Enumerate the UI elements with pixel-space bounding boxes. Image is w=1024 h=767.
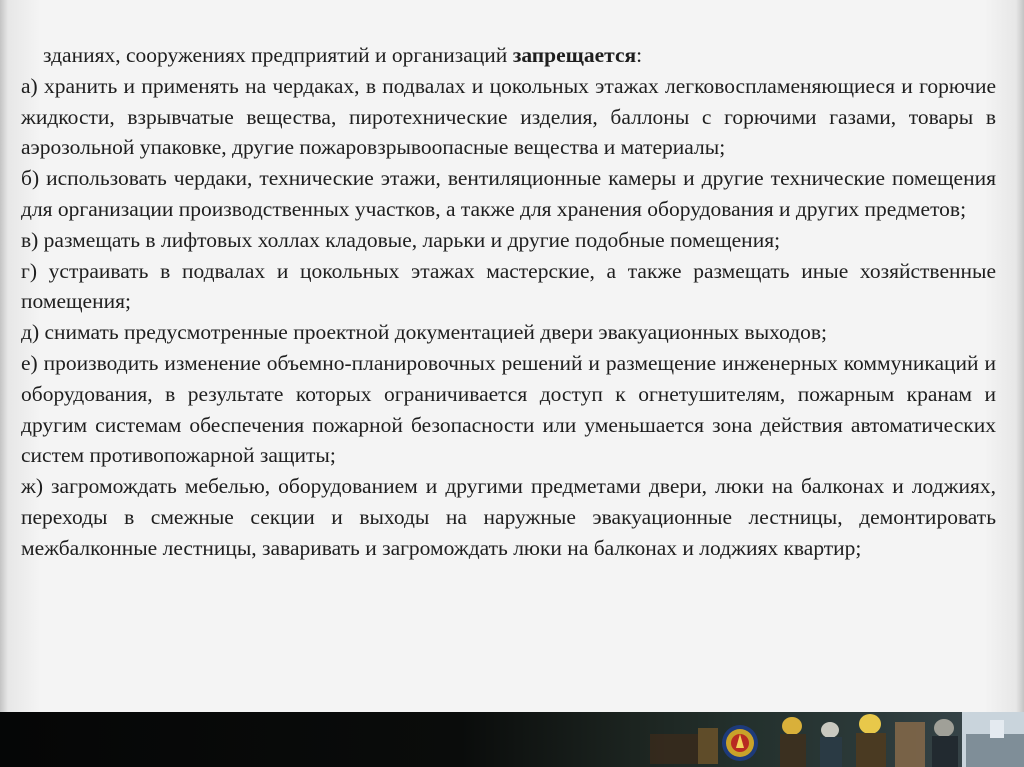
intro-suffix: :	[636, 43, 643, 67]
regulation-text	[21, 40, 996, 564]
item-g: г) устраивать в подвалах и цокольных этажах мастерские, а также размещать иные хозяйственные помещения;	[21, 258, 996, 314]
item-e: е) производить изменение объемно-планировочных решений и размещение инженерных коммуникаций и оборудования, в результате которых ограничивается доступ к огнетушителям, пожарным кранам и другим системам обеспечения пожарной безопасности или уменьшается зона действия автоматических систем противопожарной защиты;	[21, 350, 996, 468]
item-b: б) использовать чердаки, технические этажи, вентиляционные камеры и другие технические помещения для организации производственных участков, а также для хранения оборудования и других предметов;	[21, 166, 996, 221]
fire-service-emblem-icon	[722, 725, 758, 761]
intro-paragraph	[21, 40, 996, 71]
item-zh: ж) загромождать мебелью, оборудованием и другими предметами двери, люки на балконах и лоджиях, переходы в смежные секции и выходы на наружные эвакуационные лестницы, демонтировать межбалконные лестницы, заваривать и загромождать люки на балконах и лоджиях квартир;	[21, 474, 996, 560]
item-v: в) размещать в лифтовых холлах кладовые, ларьки и другие подобные помещения;	[21, 227, 781, 252]
rescuers-silhouettes	[780, 714, 958, 767]
item-d: д) снимать предусмотренные проектной документацией двери эвакуационных выходов;	[21, 320, 828, 345]
footer-photo-strip	[640, 712, 1024, 767]
prohibited-keyword: запрещается	[512, 43, 637, 67]
intro-text: зданиях, сооружениях предприятий и организаций	[43, 43, 513, 67]
footer-banner	[0, 712, 1024, 767]
item-a: а) хранить и применять на чердаках, в подвалах и цокольных этажах легковоспламеняющиеся и горючие жидкости, взрывчатые вещества, пиротехнические изделия, баллоны с горючими газами, товары в аэрозольной упаковке, другие пожаровзрывоопасные вещества и материалы;	[21, 73, 996, 160]
